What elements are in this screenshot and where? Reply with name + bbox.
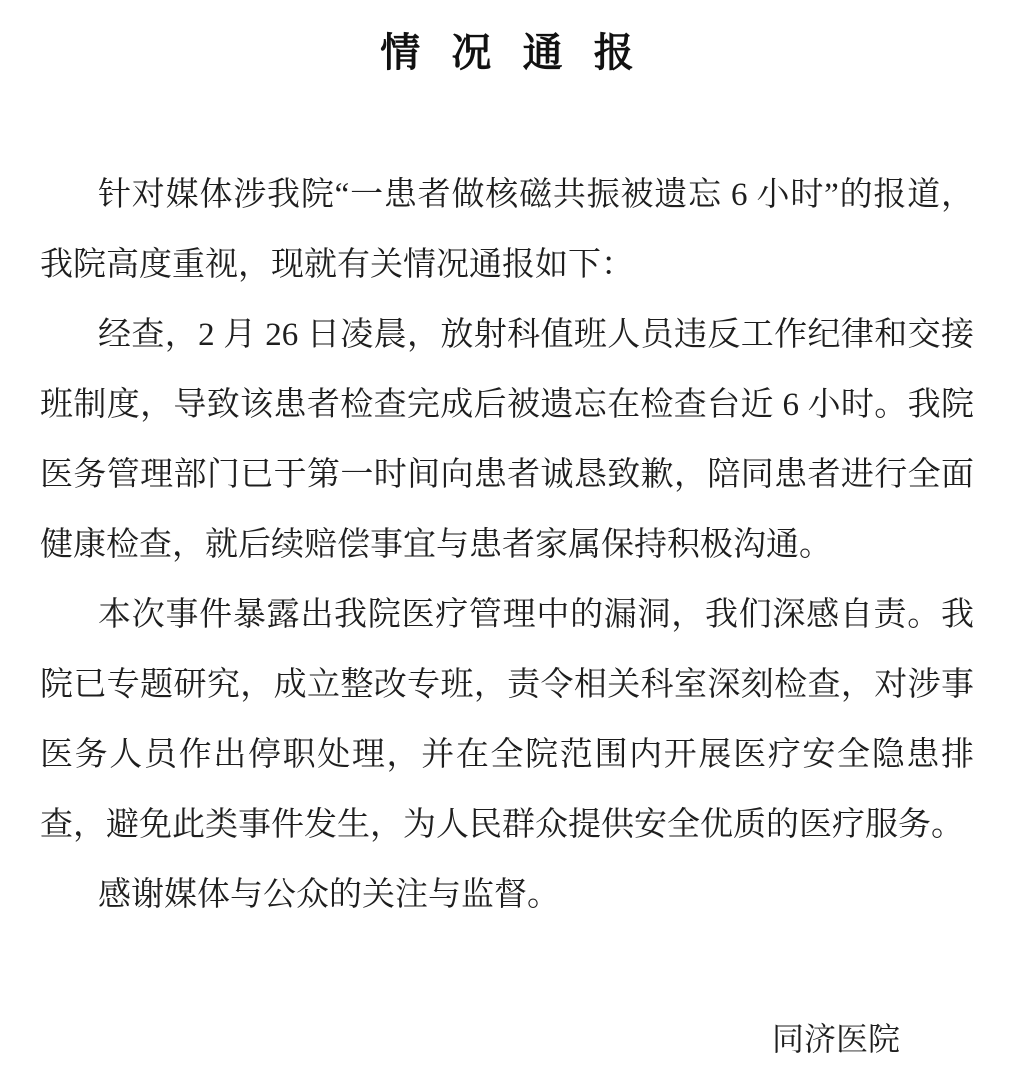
paragraph-investigation: 经查，2 月 26 日凌晨，放射科值班人员违反工作纪律和交接班制度，导致该患者检查完成后被遗忘在检查台近 6 小时。我院医务管理部门已于第一时间向患者诚恳致歉，陪同患者进行全面健康检查，就后续赔偿事宜与患者家属保持积极沟通。 [40,317,974,563]
paragraph-thanks: 感谢媒体与公众的关注与监督。 [98,877,560,913]
paragraph-intro: 针对媒体涉我院“一患者做核磁共振被遗忘 6 小时”的报道，我院高度重视，现就有关情况通报如下： [40,177,974,283]
paragraph-measures: 本次事件暴露出我院医疗管理中的漏洞，我们深感自责。我院已专题研究，成立整改专班，责令相关科室深刻检查，对涉事医务人员作出停职处理，并在全院范围内开展医疗安全隐患排查，避免此类事件发生，为人民群众提供安全优质的医疗服务。 [40,597,974,843]
signature: 同济医院 [771,1021,900,1057]
document-title: 情况通报 [380,30,665,75]
document-body [40,160,974,930]
